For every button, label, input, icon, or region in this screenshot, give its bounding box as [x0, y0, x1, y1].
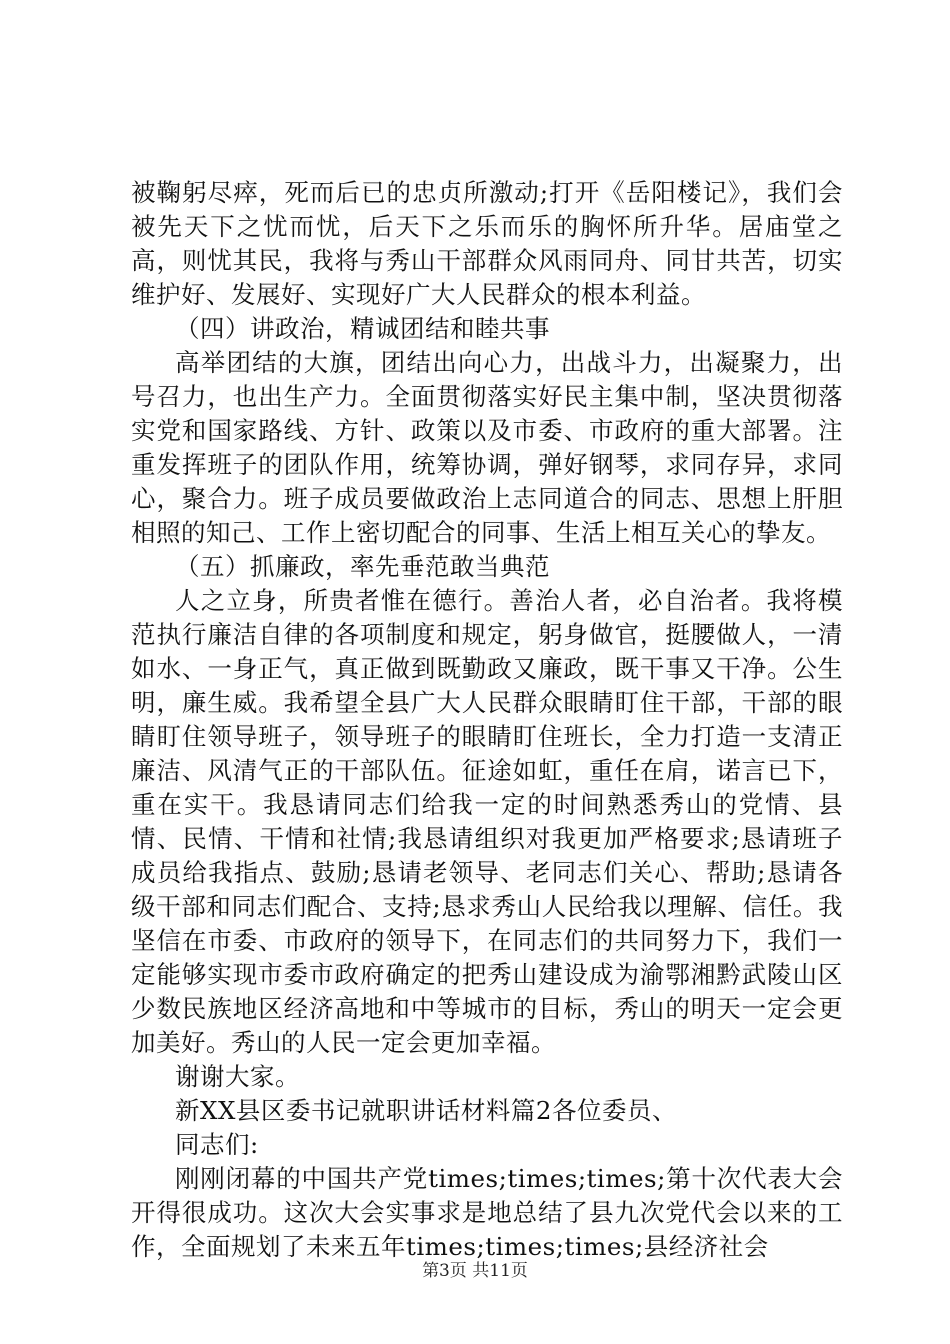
page-number: 第3页 共11页 [422, 1261, 528, 1281]
section-heading: （五）抓廉政，率先垂范敢当典范 [175, 552, 550, 581]
paragraph: 刚刚闭幕的中国共产党times;times;times;第十次代表大会开得很成功。这次大会实事求是地总结了县九次党代会以来的工作，全面规划了未来五年times;times;times;县经济社会 [131, 1164, 843, 1261]
document-body [131, 176, 843, 1264]
paragraph: 人之立身，所贵者惟在德行。善治人者，必自治者。我将模范执行廉洁自律的各项制度和规定，躬身做官，挺腰做人，一清如水、一身正气，真正做到既勤政又廉政，既干事又干净。公生明，廉生威。我希望全县广大人民群众眼睛盯住干部，干部的眼睛盯住领导班子，领导班子的眼睛盯住班长，全力打造一支清正廉洁、风清气正的干部队伍。征途如虹，重任在肩，诺言已下，重在实干。我恳请同志们给我一定的时间熟悉秀山的党情、县情、民情、干情和社情;我恳请组织对我更加严格要求;恳请班子成员给我指点、鼓励;恳请老领导、老同志们关心、帮助;恳请各级干部和同志们配合、支持;恳求秀山人民给我以理解、信任。我坚信在市委、市政府的领导下，在同志们的共同努力下，我们一定能够实现市委市政府确定的把秀山建设成为渝鄂湘黔武陵山区少数民族地区经济高地和中等城市的目标，秀山的明天一定会更加美好。秀山的人民一定会更加幸福。 [131, 586, 843, 1057]
paragraph: 谢谢大家。 [175, 1062, 300, 1091]
section-heading: （四）讲政治，精诚团结和睦共事 [175, 314, 550, 343]
paragraph: 被鞠躬尽瘁，死而后已的忠贞所激动;打开《岳阳楼记》，我们会被先天下之忧而忧，后天下之乐而乐的胸怀所升华。居庙堂之高，则忧其民，我将与秀山干部群众风雨同舟、同甘共苦，切实维护好、发展好、实现好广大人民群众的根本利益。 [131, 178, 843, 309]
paragraph: 新XX县区委书记就职讲话材料篇2各位委员、 [175, 1096, 677, 1125]
paragraph: 高举团结的大旗，团结出向心力，出战斗力，出凝聚力，出号召力，也出生产力。全面贯彻落实好民主集中制，坚决贯彻落实党和国家路线、方针、政策以及市委、市政府的重大部署。注重发挥班子的团队作用，统筹协调，弹好钢琴，求同存异，求同心，聚合力。班子成员要做政治上志同道合的同志、思想上肝胆相照的知己、工作上密切配合的同事、生活上相互关心的挚友。 [131, 348, 843, 547]
paragraph: 同志们: [175, 1130, 259, 1159]
